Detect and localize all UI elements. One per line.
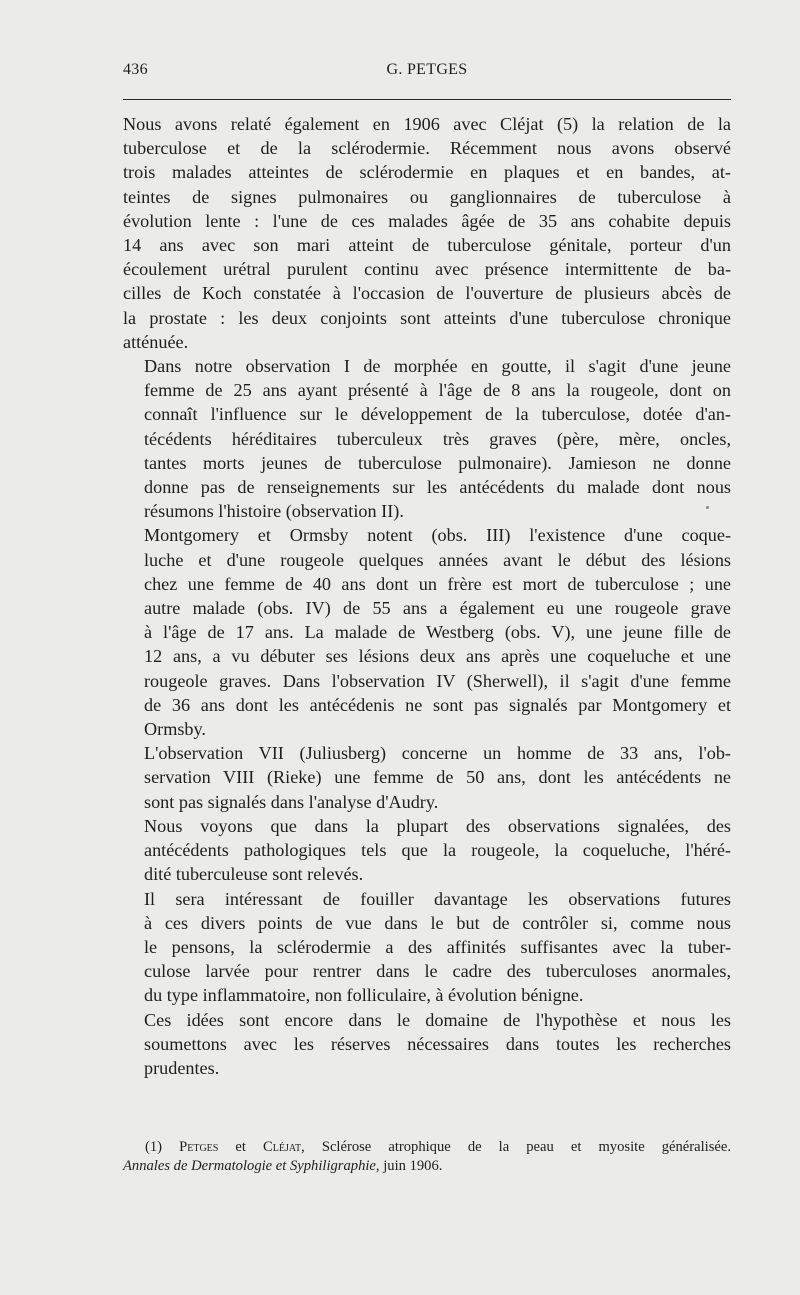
- paragraph: [123, 1008, 731, 1081]
- footnote-title: , Sclérose atrophique de la peau et myosite généralisée.: [301, 1139, 732, 1155]
- text-line: sont pas signalés dans l'analyse d'Audry.: [144, 791, 439, 812]
- paragraph: [123, 354, 731, 523]
- text-line: Nous avons relaté également en 1906 avec Cléjat (5) la relation de la: [123, 114, 731, 134]
- body-text: [123, 112, 731, 1080]
- paragraph: [123, 814, 731, 887]
- footnote-date: , juin 1906.: [375, 1157, 443, 1174]
- text-line: Dans notre observation I de morphée en goutte, il s'agit d'une jeune: [144, 356, 731, 377]
- text-line: luche et d'une rougeole quelques années avant le début des lésions: [144, 549, 731, 570]
- text-line: le pensons, la sclérodermie a des affinités suffisantes avec la tuber-: [144, 936, 731, 957]
- text-line: à ces divers points de vue dans le but de contrôler si, comme nous: [144, 912, 731, 933]
- text-line: connaît l'influence sur le développement de la tuberculose, dotée d'an-: [144, 404, 731, 425]
- text-line: donne pas de renseignements sur les antécédents du malade dont nous: [144, 477, 731, 498]
- text-line: autre malade (obs. IV) de 55 ans a également eu une rougeole grave: [144, 598, 731, 619]
- text-line: soumettons avec les réserves nécessaires dans toutes les recherches: [144, 1033, 731, 1054]
- text-line: du type inflammatoire, non folliculaire, à évolution bénigne.: [144, 985, 584, 1006]
- text-line: chez une femme de 40 ans dont un frère est mort de tuberculose ; une: [144, 573, 731, 594]
- footnote-connector: et: [235, 1139, 246, 1155]
- footnote-line-1: [123, 1138, 731, 1157]
- text-line: trois malades atteintes de sclérodermie en plaques et en bandes, at-: [123, 162, 731, 183]
- text-line: de 36 ans dont les antécédenis ne sont pas signalés par Montgomery et: [144, 694, 731, 715]
- paragraph: [123, 887, 731, 1008]
- header-rule: [123, 99, 731, 100]
- text-line: cilles de Koch constatée à l'occasion de l'ouverture de plusieurs abcès de: [123, 283, 731, 304]
- footnote: [123, 1138, 731, 1175]
- footnote-marker: (1): [145, 1139, 163, 1155]
- text-line: 14 ans avec son mari atteint de tuberculose génitale, porteur d'un: [123, 235, 731, 256]
- text-line: servation VIII (Rieke) une femme de 50 ans, dont les antécédents ne: [144, 767, 731, 788]
- text-line: Montgomery et Ormsby notent (obs. III) l'existence d'une coque-: [144, 525, 731, 546]
- text-line: dité tuberculeuse sont relevés.: [144, 864, 364, 885]
- text-line: à l'âge de 17 ans. La malade de Westberg (obs. V), une jeune fille de: [144, 622, 731, 643]
- text-line: prudentes.: [144, 1057, 220, 1078]
- text-line: tuberculose et de la sclérodermie. Récemment nous avons observé: [123, 138, 731, 159]
- print-speck: [706, 506, 709, 509]
- paragraph: [123, 523, 731, 741]
- text-line: atténuée.: [123, 331, 189, 352]
- footnote-line-2: [123, 1157, 731, 1176]
- text-line: résumons l'histoire (observation II).: [144, 501, 404, 522]
- footnote-journal: Annales de Dermatologie et Syphiligraphie: [123, 1157, 376, 1174]
- paragraph: [123, 112, 731, 354]
- text-line: teintes de signes pulmonaires ou ganglionnaires de tuberculose à: [123, 186, 731, 207]
- text-line: culose larvée pour rentrer dans le cadre des tuberculoses anormales,: [144, 961, 731, 982]
- text-line: técédents héréditaires tuberculeux très graves (père, mère, oncles,: [144, 428, 731, 449]
- text-line: Nous voyons que dans la plupart des observations signalées, des: [144, 815, 731, 836]
- running-head: [123, 61, 731, 85]
- text-line: Ces idées sont encore dans le domaine de l'hypothèse et nous les: [144, 1009, 731, 1030]
- text-line: 12 ans, a vu débuter ses lésions deux ans après une coqueluche et une: [144, 646, 731, 667]
- text-line: la prostate : les deux conjoints sont atteints d'une tuberculose chronique: [123, 307, 731, 328]
- page-number: 436: [123, 61, 148, 78]
- text-line: antécédents pathologiques tels que la rougeole, la coqueluche, l'héré-: [144, 840, 731, 861]
- paragraph: [123, 741, 731, 814]
- text-line: tantes morts jeunes de tuberculose pulmonaire). Jamieson ne donne: [144, 452, 731, 473]
- running-title: G. PETGES: [386, 61, 468, 78]
- text-line: Ormsby.: [144, 719, 206, 740]
- text-line: évolution lente : l'une de ces malades âgée de 35 ans cohabite depuis: [123, 210, 731, 231]
- text-line: femme de 25 ans ayant présenté à l'âge de 8 ans la rougeole, dont on: [144, 380, 731, 401]
- footnote-author-2: Cléjat: [263, 1139, 302, 1155]
- text-line: écoulement urétral purulent continu avec présence intermittente de ba-: [123, 259, 731, 280]
- text-line: rougeole graves. Dans l'observation IV (Sherwell), il s'agit d'une femme: [144, 670, 731, 691]
- text-line: L'observation VII (Juliusberg) concerne un homme de 33 ans, l'ob-: [144, 743, 731, 764]
- text-line: Il sera intéressant de fouiller davantage les observations futures: [144, 888, 731, 909]
- footnote-author-1: Petges: [179, 1139, 219, 1155]
